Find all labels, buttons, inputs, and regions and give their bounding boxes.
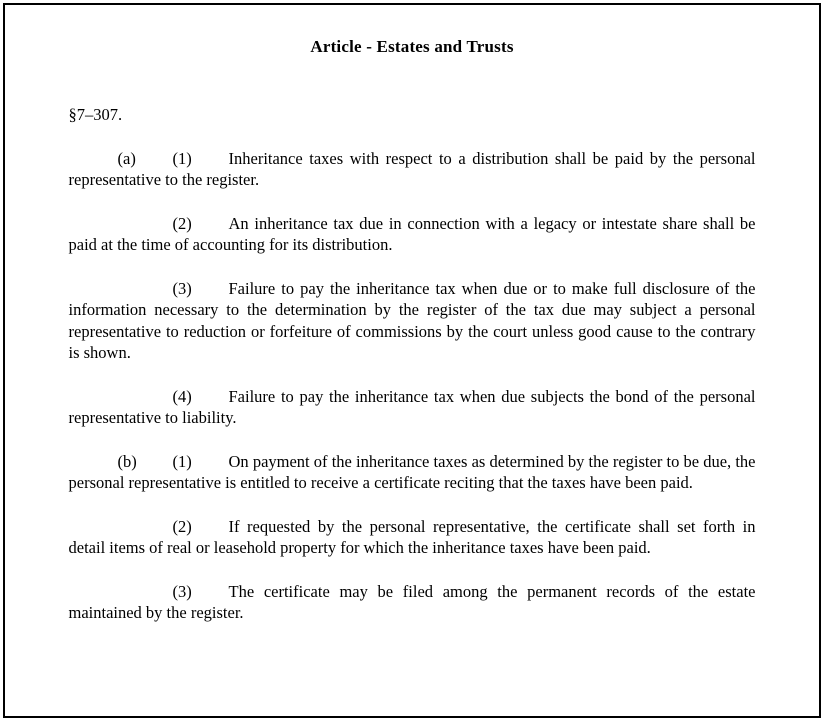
paragraph-number-label: (2) (172, 213, 192, 233)
paragraph-number-label: (3) (172, 278, 192, 298)
paragraph-number-label: (4) (172, 386, 192, 406)
page-title: Article - Estates and Trusts (310, 37, 514, 56)
paragraph-a-1 (69, 148, 756, 191)
paragraph-text: The certificate may be filed among the permanent records of the estate maintained by the register. (68, 581, 756, 622)
paragraph-b-1 (69, 451, 756, 494)
paragraph-a-4 (69, 386, 756, 429)
paragraph-text: An inheritance tax due in connection with a legacy or intestate share shall be paid at the time of accounting for its distribution. (68, 213, 756, 254)
paragraph-a-2 (69, 213, 756, 256)
paragraph-number-label: (1) (172, 451, 192, 471)
paragraph-text: Inheritance taxes with respect to a distribution shall be paid by the personal representative to the register. (68, 148, 756, 189)
paragraph-text: If requested by the personal representative, the certificate shall set forth in detail items of real or leasehold property for which the inheritance taxes have been paid. (68, 516, 756, 557)
paragraph-text: Failure to pay the inheritance tax when due subjects the bond of the personal representative to liability. (68, 386, 756, 427)
paragraph-b-2 (69, 516, 756, 559)
paragraph-text: On payment of the inheritance taxes as determined by the register to be due, the personal representative is entitled to receive a certificate reciting that the taxes have been paid. (68, 451, 756, 492)
paragraph-letter-label: (b) (117, 451, 137, 471)
paragraph-number-label: (1) (172, 148, 192, 168)
paragraph-b-3 (69, 581, 756, 624)
paragraph-a-3 (69, 278, 756, 364)
paragraph-letter-label: (a) (117, 148, 136, 168)
document-body (69, 104, 756, 624)
paragraph-text: Failure to pay the inheritance tax when due or to make full disclosure of the information necessary to the determination by the register of the tax due may subject a personal representative to reduction or forfeiture of commissions by the court unless good cause to the contrary is shown. (68, 278, 756, 362)
section-number: §7–307. (68, 105, 123, 124)
paragraph-number-label: (3) (172, 581, 192, 601)
paragraph-number-label: (2) (172, 516, 192, 536)
